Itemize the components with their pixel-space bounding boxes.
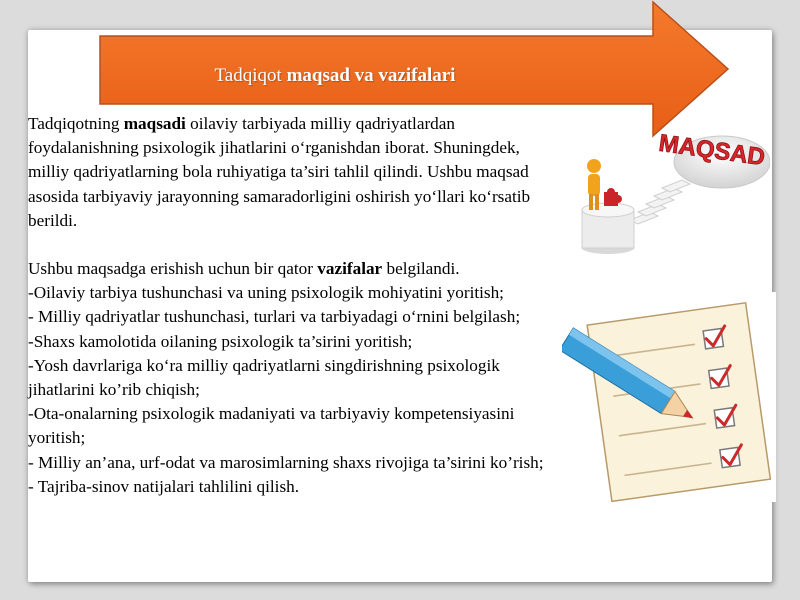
banner-title bbox=[100, 62, 570, 90]
task-item: -Ota-onalarning psixologik madaniyati va tarbiyaviy kompetensiyasini yoritish; bbox=[28, 404, 515, 448]
goal-paragraph-start: Tadqiqotning bbox=[28, 114, 124, 133]
tasks-keyword: vazifalar bbox=[317, 259, 383, 279]
task-item: - Milliy qadriyatlar tushunchasi, turlari va tarbiyadagi o‘rnini belgilash; bbox=[28, 307, 521, 327]
task-item: -Oilaviy tarbiya tushunchasi va uning psixologik mohiyatini yoritish; bbox=[28, 283, 504, 303]
body-text bbox=[28, 112, 548, 499]
maqsad-label: MAQSAD bbox=[657, 129, 767, 172]
goal-paragraph bbox=[28, 112, 548, 233]
tasks-intro-end: belgilandi. bbox=[382, 259, 460, 279]
task-item: -Shaxs kamolotida oilaning psixologik ta’sirini yoritish; bbox=[28, 331, 413, 351]
banner-title-bold: maqsad va vazifalari bbox=[286, 65, 456, 86]
task-item: - Milliy an’ana, urf-odat va marosimlarning shaxs rivojiga ta’sirini ko’rish; bbox=[28, 452, 544, 472]
target-figure-icon bbox=[572, 112, 770, 256]
task-item: - Tajriba-sinov natijalari tahlilini qilish. bbox=[28, 476, 300, 496]
task-item: -Yosh davrlariga ko‘ra milliy qadriyatlarni singdirishning psixologik jihatlarini ko’rib chiqish; bbox=[28, 355, 500, 400]
goal-keyword: maqsadi bbox=[123, 114, 186, 133]
paragraph-gap bbox=[28, 233, 548, 257]
checklist-pencil-icon bbox=[562, 292, 776, 502]
tasks-intro bbox=[28, 257, 548, 281]
tasks-intro-start: Ushbu maqsadga erishish uchun bir qator bbox=[28, 259, 318, 279]
banner-title-regular: Tadqiqot bbox=[214, 65, 287, 86]
goal-paragraph-rest: oilaviy tarbiyada milliy qadriyatlardan foydalanishning psixologik jihatlarini o‘rganishdan iborat. Shuningdek, milliy qadriyatlarning bola ruhiyatiga ta’siri tahlil qilindi. Ushbu maqsad asosida tarbiyaviy jarayonning samaradorligini oshirish yo‘llari ko‘rsatib berildi. bbox=[28, 114, 531, 230]
